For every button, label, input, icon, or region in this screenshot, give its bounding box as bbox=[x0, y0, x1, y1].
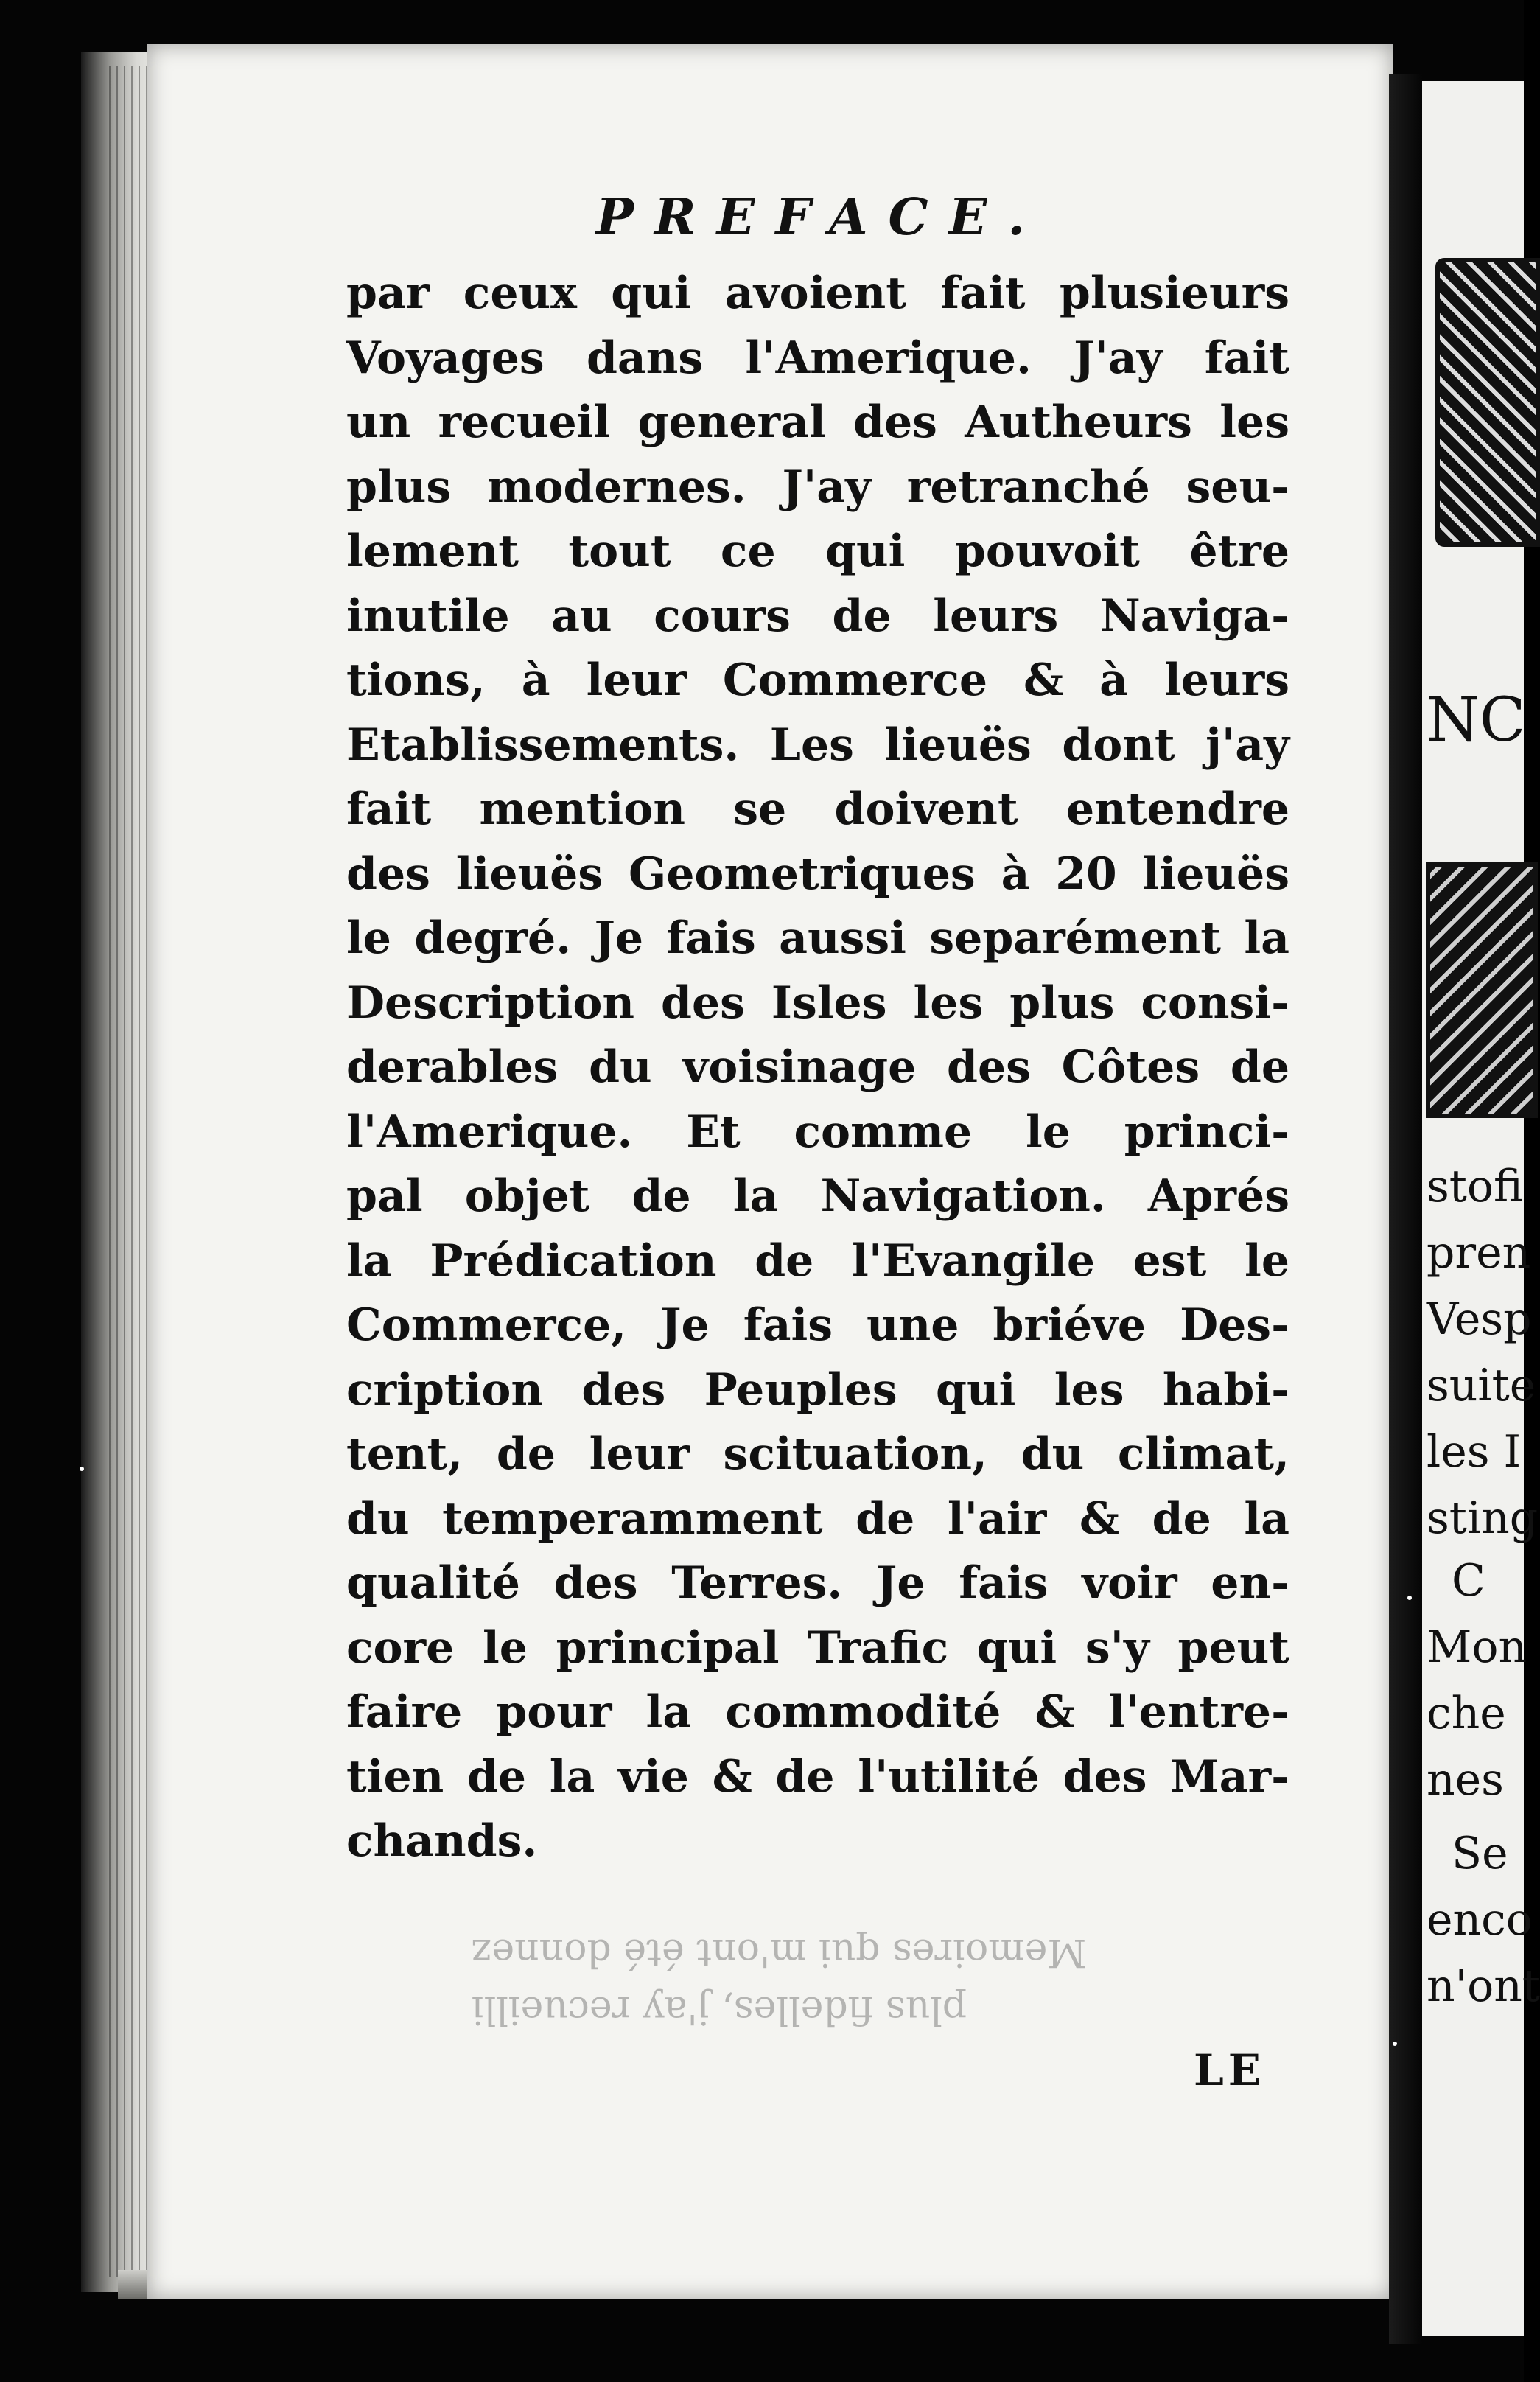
right-page-text-fragments bbox=[1422, 0, 1540, 2382]
right-page-line-fragment: pren bbox=[1427, 1227, 1531, 1279]
page-stack-lines bbox=[103, 66, 147, 2277]
text-line: tien de la vie & de l'utilité des Mar- bbox=[346, 1750, 1289, 1803]
right-page-line-fragment: stofi bbox=[1427, 1161, 1524, 1212]
running-head: PREFACE. bbox=[595, 188, 1046, 247]
text-line: tent, de leur scituation, du climat, bbox=[346, 1428, 1289, 1480]
show-through-line: Memoires qui m'ont été donnez bbox=[472, 1930, 1087, 1974]
text-line: Commerce, Je fais une briéve Des- bbox=[346, 1299, 1289, 1351]
body-text bbox=[346, 262, 1289, 1874]
text-line: un recueil general des Autheurs les bbox=[346, 397, 1289, 448]
text-line: Voyages dans l'Amerique. J'ay fait bbox=[346, 332, 1289, 384]
text-line: core le principal Trafic qui s'y peut bbox=[346, 1621, 1289, 1674]
text-line: lement tout ce qui pouvoit être bbox=[346, 525, 1289, 577]
text-line: Etablissements. Les lieuës dont j'ay bbox=[346, 719, 1289, 771]
right-page-line-fragment: Se bbox=[1452, 1828, 1508, 1879]
show-through-text bbox=[472, 1924, 1282, 2039]
text-line: plus modernes. J'ay retranché seu- bbox=[346, 461, 1289, 513]
text-line: la Prédication de l'Evangile est le bbox=[346, 1234, 1289, 1287]
right-page-line-fragment: sting bbox=[1427, 1492, 1539, 1544]
right-page-line-fragment: nes bbox=[1427, 1754, 1504, 1806]
text-line: le degré. Je fais aussi separément la bbox=[346, 912, 1289, 964]
text-line: du temperamment de l'air & de la bbox=[346, 1492, 1289, 1545]
text-line: cription des Peuples qui les habi- bbox=[346, 1363, 1289, 1416]
text-line: derables du voisinage des Côtes de bbox=[346, 1041, 1289, 1093]
show-through-line: plus fidelles, j'ay recueilli bbox=[472, 1988, 967, 2032]
right-page-heading-fragment: NC bbox=[1427, 685, 1526, 755]
text-line: par ceux qui avoient fait plusieurs bbox=[346, 268, 1289, 319]
scan-speck bbox=[80, 1467, 84, 1471]
text-line: des lieuës Geometriques à 20 lieuës bbox=[346, 848, 1289, 900]
text-line: pal objet de la Navigation. Aprés bbox=[346, 1170, 1289, 1222]
right-page-line-fragment: n'ont bbox=[1427, 1960, 1540, 2012]
text-line: tions, à leur Commerce & à leurs bbox=[346, 654, 1289, 706]
text-line: qualité des Terres. Je fais voir en- bbox=[346, 1557, 1289, 1609]
right-page-line-fragment: Vesp bbox=[1427, 1293, 1532, 1345]
text-line: l'Amerique. Et comme le princi- bbox=[346, 1106, 1289, 1158]
text-line: fait mention se doivent entendre bbox=[346, 783, 1289, 835]
right-page-line-fragment: che bbox=[1427, 1688, 1506, 1739]
scan-speck bbox=[1393, 2042, 1397, 2046]
right-page-line-fragment: Mon bbox=[1427, 1621, 1527, 1673]
right-page-line-fragment: les I bbox=[1427, 1426, 1522, 1478]
catchword: LE bbox=[1194, 2045, 1265, 2095]
text-line: chands. bbox=[346, 1815, 538, 1867]
book-gutter bbox=[1389, 74, 1422, 2344]
text-line: inutile au cours de leurs Naviga- bbox=[346, 590, 1289, 642]
right-page-line-fragment: enco bbox=[1427, 1894, 1533, 1946]
text-line: faire pour la commodité & l'entre- bbox=[346, 1686, 1289, 1738]
right-page-line-fragment: C bbox=[1452, 1555, 1485, 1607]
scan-speck bbox=[1407, 1596, 1412, 1600]
text-line: Description des Isles les plus consi- bbox=[346, 977, 1289, 1029]
right-page-line-fragment: suite bbox=[1427, 1360, 1536, 1411]
